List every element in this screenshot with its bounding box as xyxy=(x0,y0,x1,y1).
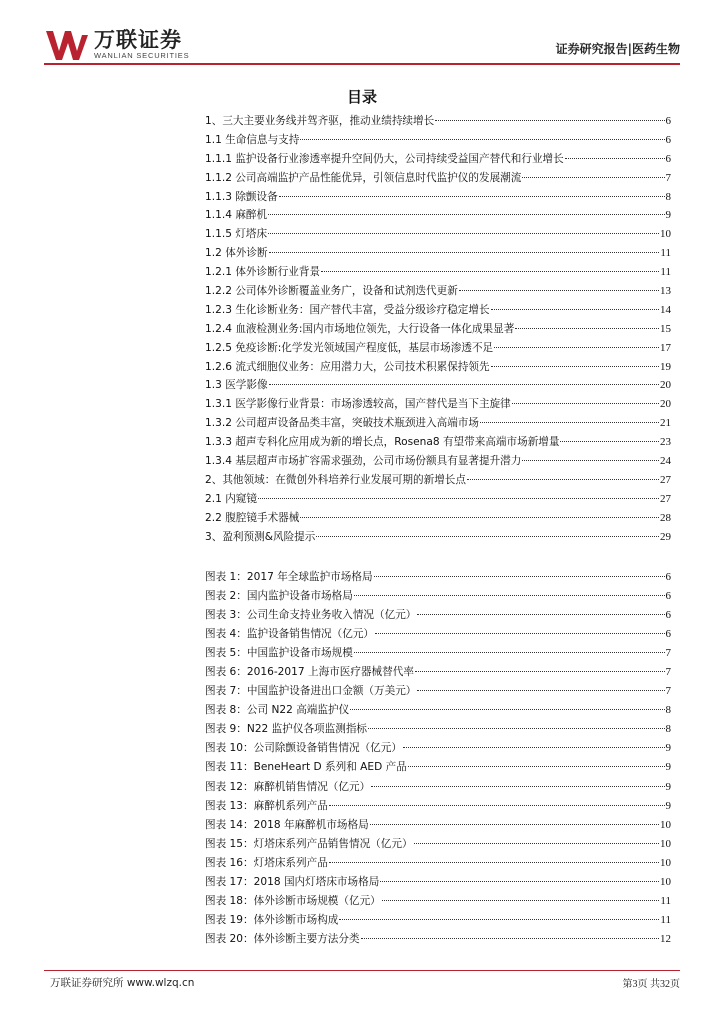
table-of-contents xyxy=(205,112,671,546)
toc-entry-title: 1.2 体外诊断 xyxy=(205,247,268,260)
toc-entry-title: 2.2 腹腔镜手术器械 xyxy=(205,511,300,524)
figure-entry-page: 6 xyxy=(665,571,671,583)
dot-leader xyxy=(354,595,665,596)
figure-entry-page: 6 xyxy=(665,609,671,622)
toc-heading: 目录 xyxy=(346,88,377,106)
figure-entry[interactable] xyxy=(205,606,671,625)
dot-leader xyxy=(515,328,659,329)
figure-entry-title: 图表 9：N22 监护仪各项监测指标 xyxy=(205,723,368,736)
toc-entry-page: 19 xyxy=(660,360,671,373)
toc-entry-title: 1.2.6 流式细胞仪业务：应用潜力大，公司技术积累保持领先 xyxy=(205,360,490,373)
figure-entry-page: 12 xyxy=(660,932,671,945)
logo-english-name: WANLIAN SECURITIES xyxy=(94,51,190,60)
figure-entry[interactable] xyxy=(205,911,671,930)
figure-entry-page: 9 xyxy=(665,761,671,774)
dot-leader xyxy=(380,881,659,882)
dot-leader xyxy=(522,460,659,461)
toc-entry-title: 3、盈利预测&风险提示 xyxy=(205,530,316,543)
dot-leader xyxy=(268,214,664,215)
dot-leader xyxy=(414,843,659,844)
toc-entry[interactable] xyxy=(205,358,671,377)
toc-entry-title: 1.2.2 公司体外诊断覆盖业务广，设备和试剂迭代更新 xyxy=(205,285,458,298)
dot-leader xyxy=(300,517,659,518)
figure-entry[interactable] xyxy=(205,682,671,701)
toc-entry-page: 7 xyxy=(665,171,671,184)
toc-entry-page: 9 xyxy=(665,209,671,222)
toc-entry[interactable] xyxy=(205,150,671,169)
dot-leader xyxy=(565,158,665,159)
toc-entry-page: 21 xyxy=(660,417,671,430)
company-logo xyxy=(44,27,189,63)
toc-entry-page: 11 xyxy=(660,266,671,279)
footer-page-number: 第3页 共32页 xyxy=(622,979,680,990)
toc-entry[interactable] xyxy=(205,376,671,395)
figure-entry-page: 11 xyxy=(660,894,671,907)
toc-entry-title: 1.1.4 麻醉机 xyxy=(205,209,268,222)
dot-leader xyxy=(300,139,664,140)
page-header xyxy=(0,0,724,70)
toc-entry-title: 1.1.2 公司高端监护产品性能优异，引领信息时代监护仪的发展潮流 xyxy=(205,171,522,184)
dot-leader xyxy=(269,252,660,253)
dot-leader xyxy=(382,900,660,901)
figure-entry[interactable] xyxy=(205,625,671,644)
figure-entry-title: 图表 15：灯塔床系列产品销售情况（亿元） xyxy=(205,837,413,850)
toc-entry-title: 2.1 内窥镜 xyxy=(205,492,257,505)
figure-entry[interactable] xyxy=(205,778,671,797)
figure-entry[interactable] xyxy=(205,892,671,911)
figure-entry-title: 图表 14：2018 年麻醉机市场格局 xyxy=(205,818,369,831)
figure-entry[interactable] xyxy=(205,644,671,663)
dot-leader xyxy=(361,938,659,939)
figure-entry-page: 7 xyxy=(665,647,671,660)
figure-entry-title: 图表 2：国内监护设备市场格局 xyxy=(205,590,353,603)
figure-list xyxy=(205,568,671,949)
figure-entry-title: 图表 18：体外诊断市场规模（亿元） xyxy=(205,894,381,907)
dot-leader xyxy=(560,441,659,442)
figure-entry-page: 9 xyxy=(665,742,671,755)
toc-entry-page: 23 xyxy=(660,436,671,449)
toc-entry-title: 1.3.4 基层超声市场扩容需求强劲，公司市场份额具有显著提升潜力 xyxy=(205,455,522,468)
toc-entry-page: 20 xyxy=(660,398,671,411)
toc-entry-title: 1.1 生命信息与支持 xyxy=(205,133,300,146)
dot-leader xyxy=(370,824,659,825)
toc-entry-page: 6 xyxy=(665,133,671,146)
toc-entry[interactable] xyxy=(205,131,671,150)
dot-leader xyxy=(512,403,659,404)
figure-entry-title: 图表 5：中国监护设备市场规模 xyxy=(205,647,353,660)
toc-entry-title: 1.3.1 医学影像行业背景：市场渗透较高，国产替代是当下主旋律 xyxy=(205,398,511,411)
wanlian-logo-icon xyxy=(44,27,90,63)
figure-entry-page: 10 xyxy=(660,875,671,888)
logo-chinese-name: 万联证券 xyxy=(94,28,182,52)
dot-leader xyxy=(417,614,664,615)
toc-entry[interactable] xyxy=(205,301,671,320)
figure-entry-title: 图表 8：公司 N22 高端监护仪 xyxy=(205,704,350,717)
figure-entry[interactable] xyxy=(205,797,671,816)
dot-leader xyxy=(491,309,659,310)
figure-entry-title: 图表 16：灯塔床系列产品 xyxy=(205,856,328,869)
figure-entry-page: 10 xyxy=(660,837,671,850)
figure-entry[interactable] xyxy=(205,930,671,949)
figure-entry-title: 图表 10：公司除颤设备销售情况（亿元） xyxy=(205,742,402,755)
toc-entry-page: 6 xyxy=(665,115,671,127)
toc-entry-page: 28 xyxy=(660,511,671,524)
toc-entry[interactable] xyxy=(205,490,671,509)
figure-entry-title: 图表 6：2016-2017 上海市医疗器械替代率 xyxy=(205,666,414,679)
toc-entry-page: 17 xyxy=(660,341,671,354)
toc-entry[interactable] xyxy=(205,320,671,339)
dot-leader xyxy=(435,120,664,121)
figure-entry[interactable] xyxy=(205,739,671,758)
toc-entry-title: 1、三大主要业务线并驾齐驱，推动业绩持续增长 xyxy=(205,115,435,127)
figure-entry-title: 图表 11：BeneHeart D 系列和 AED 产品 xyxy=(205,761,407,774)
figure-entry-title: 图表 1：2017 年全球监护市场格局 xyxy=(205,571,373,583)
dot-leader xyxy=(354,652,665,653)
dot-leader xyxy=(269,384,659,385)
toc-entry-page: 29 xyxy=(660,530,671,543)
toc-entry-page: 6 xyxy=(665,152,671,165)
figure-entry[interactable] xyxy=(205,873,671,892)
dot-leader xyxy=(374,576,665,577)
figure-entry-page: 7 xyxy=(665,685,671,698)
report-category: 证券研究报告|医药生物 xyxy=(555,42,680,56)
toc-entry[interactable] xyxy=(205,471,671,490)
toc-entry-title: 1.2.5 免疫诊断:化学发光领域国产程度低，基层市场渗透不足 xyxy=(205,341,494,354)
toc-entry[interactable] xyxy=(205,509,671,528)
toc-entry[interactable] xyxy=(205,433,671,452)
toc-entry-title: 1.1.3 除颤设备 xyxy=(205,190,278,203)
toc-entry[interactable] xyxy=(205,169,671,188)
figure-entry-page: 9 xyxy=(665,799,671,812)
toc-entry-title: 1.1.1 监护设备行业渗透率提升空间仍大，公司持续受益国产替代和行业增长 xyxy=(205,152,564,165)
figure-entry[interactable] xyxy=(205,587,671,606)
dot-leader xyxy=(480,422,659,423)
toc-entry[interactable] xyxy=(205,244,671,263)
dot-leader xyxy=(491,366,659,367)
toc-entry-page: 8 xyxy=(665,190,671,203)
figure-entry[interactable] xyxy=(205,568,671,587)
figure-entry[interactable] xyxy=(205,835,671,854)
figure-entry[interactable] xyxy=(205,758,671,777)
figure-entry-title: 图表 7：中国监护设备进出口金额（万美元） xyxy=(205,685,417,698)
figure-entry[interactable] xyxy=(205,854,671,873)
figure-entry-page: 6 xyxy=(665,628,671,641)
footer-publisher: 万联证券研究所 www.wlzq.cn xyxy=(50,977,195,989)
dot-leader xyxy=(522,177,664,178)
toc-entry-title: 1.1.5 灯塔床 xyxy=(205,228,268,241)
toc-entry[interactable] xyxy=(205,282,671,301)
toc-entry-page: 14 xyxy=(660,303,671,316)
toc-entry-page: 13 xyxy=(660,285,671,298)
toc-entry[interactable] xyxy=(205,188,671,207)
toc-entry-title: 1.2.3 生化诊断业务：国产替代丰富，受益分级诊疗稳定增长 xyxy=(205,303,490,316)
figure-entry[interactable] xyxy=(205,816,671,835)
toc-entry[interactable] xyxy=(205,414,671,433)
dot-leader xyxy=(467,479,659,480)
dot-leader xyxy=(321,271,659,272)
figure-entry-page: 11 xyxy=(660,913,671,926)
toc-entry-title: 1.3 医学影像 xyxy=(205,379,268,392)
dot-leader xyxy=(375,633,664,634)
figure-entry-title: 图表 3：公司生命支持业务收入情况（亿元） xyxy=(205,609,417,622)
toc-entry[interactable] xyxy=(205,395,671,414)
toc-entry-page: 20 xyxy=(660,379,671,392)
toc-entry-page: 27 xyxy=(660,492,671,505)
figure-entry-title: 图表 20：体外诊断主要方法分类 xyxy=(205,932,360,945)
toc-entry[interactable] xyxy=(205,112,671,131)
figure-entry-page: 9 xyxy=(665,780,671,793)
dot-leader xyxy=(371,786,664,787)
toc-entry-title: 1.3.2 公司超声设备品类丰富，突破技术瓶颈进入高端市场 xyxy=(205,417,479,430)
figure-entry-page: 7 xyxy=(665,666,671,679)
figure-entry[interactable] xyxy=(205,663,671,682)
toc-entry-title: 1.2.1 体外诊断行业背景 xyxy=(205,266,321,279)
dot-leader xyxy=(279,196,665,197)
dot-leader xyxy=(316,536,659,537)
figure-entry[interactable] xyxy=(205,701,671,720)
figure-entry-title: 图表 17：2018 国内灯塔床市场格局 xyxy=(205,875,380,888)
dot-leader xyxy=(329,862,659,863)
dot-leader xyxy=(329,805,665,806)
dot-leader xyxy=(339,919,659,920)
figure-entry-page: 8 xyxy=(665,704,671,717)
toc-entry[interactable] xyxy=(205,225,671,244)
dot-leader xyxy=(415,671,665,672)
dot-leader xyxy=(368,728,664,729)
toc-entry-page: 24 xyxy=(660,455,671,468)
toc-entry-page: 27 xyxy=(660,473,671,486)
figure-entry-page: 8 xyxy=(665,723,671,736)
figure-entry-title: 图表 19：体外诊断市场构成 xyxy=(205,913,339,926)
toc-entry[interactable] xyxy=(205,452,671,471)
toc-entry[interactable] xyxy=(205,528,671,547)
toc-entry-page: 15 xyxy=(660,322,671,335)
dot-leader xyxy=(403,747,665,748)
toc-entry-title: 1.2.4 血液检测业务:国内市场地位领先，大行设备一体化成果显著 xyxy=(205,322,515,335)
dot-leader xyxy=(258,498,659,499)
toc-entry[interactable] xyxy=(205,339,671,358)
toc-entry-title: 2、其他领域：在微创外科培养行业发展可期的新增长点 xyxy=(205,473,466,486)
toc-entry[interactable] xyxy=(205,263,671,282)
toc-entry-page: 11 xyxy=(660,247,671,260)
figure-entry-title: 图表 4：监护设备销售情况（亿元） xyxy=(205,628,375,641)
figure-entry-page: 10 xyxy=(660,856,671,869)
toc-entry-page: 10 xyxy=(660,228,671,241)
figure-entry-title: 图表 12：麻醉机销售情况（亿元） xyxy=(205,780,371,793)
dot-leader xyxy=(459,290,659,291)
dot-leader xyxy=(350,709,664,710)
toc-entry-title: 1.3.3 超声专科化应用成为新的增长点，Rosena8 有望带来高端市场新增量 xyxy=(205,436,560,449)
toc-entry[interactable] xyxy=(205,206,671,225)
header-divider xyxy=(44,63,680,65)
footer-divider xyxy=(44,970,680,971)
figure-entry-title: 图表 13：麻醉机系列产品 xyxy=(205,799,328,812)
figure-entry[interactable] xyxy=(205,720,671,739)
dot-leader xyxy=(417,690,664,691)
dot-leader xyxy=(268,233,659,234)
dot-leader xyxy=(408,766,665,767)
dot-leader xyxy=(494,347,659,348)
figure-entry-page: 6 xyxy=(665,590,671,603)
figure-entry-page: 10 xyxy=(660,818,671,831)
